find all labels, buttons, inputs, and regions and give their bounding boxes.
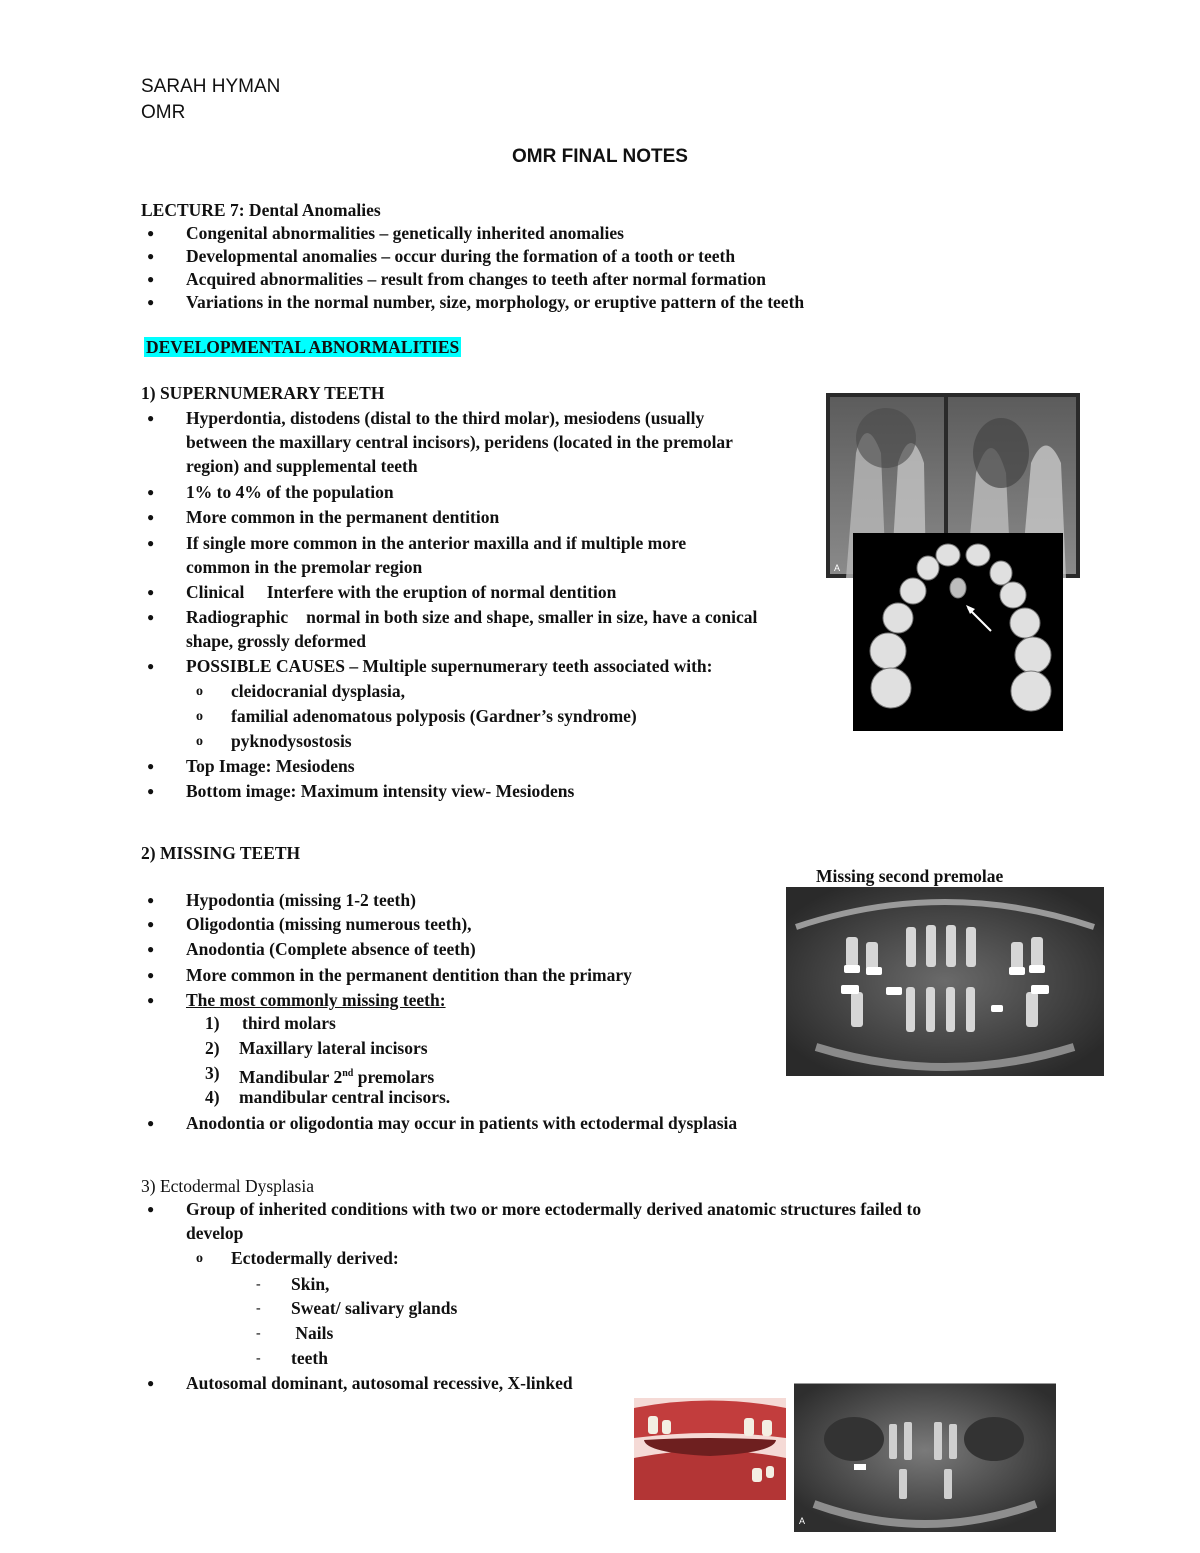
sub-sub-item: Nails <box>291 1323 334 1343</box>
bullet: ● <box>147 295 155 309</box>
panoramic-figure-label: A <box>799 1516 806 1526</box>
list-item: Hyperdontia, distodens (distal to the third molar), mesiodens (usually <box>186 408 705 428</box>
bullet: ● <box>147 784 155 798</box>
sub-list-item: pyknodysostosis <box>231 731 352 751</box>
bullet: ● <box>147 1376 155 1390</box>
causes-rest: – Multiple supernumerary teeth associated with: <box>345 656 713 676</box>
section-heading <box>144 336 461 359</box>
list-item: Autosomal dominant, autosomal recessive, X-linked <box>186 1373 573 1393</box>
list-item: Variations in the normal number, size, morphology, or eruptive pattern of the teeth <box>186 292 805 312</box>
sub-sub-item: Sweat/ salivary glands <box>291 1298 458 1318</box>
course-name: OMR <box>141 102 186 123</box>
max-intensity-view-image <box>853 533 1063 731</box>
sub-bullet: o <box>196 734 203 749</box>
sub-bullet: o <box>196 709 203 724</box>
list-item: Anodontia or oligodontia may occur in patients with ectodermal dysplasia <box>186 1113 738 1133</box>
sub-list-item: familial adenomatous polyposis (Gardner’s syndrome) <box>231 706 637 726</box>
bullet: ● <box>147 585 155 599</box>
sub-bullet: o <box>196 684 203 699</box>
bullet: ● <box>147 249 155 263</box>
numbered-item-rest: premolars <box>353 1066 435 1087</box>
numbered-item: mandibular central incisors. <box>239 1087 451 1107</box>
number: 2) <box>205 1038 220 1058</box>
sub-list-item: cleidocranial dysplasia, <box>231 681 406 701</box>
list-item: Acquired abnormalities – result from changes to teeth after normal formation <box>186 269 767 289</box>
list-item: Radiographic normal in both size and shape, smaller in size, have a conical <box>186 607 744 627</box>
superscript: nd <box>342 1068 354 1079</box>
bullet: ● <box>147 226 155 240</box>
list-item: Developmental anomalies – occur during the formation of a tooth or teeth <box>186 246 736 266</box>
causes-label: POSSIBLE CAUSES <box>186 656 346 676</box>
dash-bullet: - <box>256 1301 261 1316</box>
number: 4) <box>205 1087 220 1107</box>
list-item-cont: shape, grossly deformed <box>186 631 367 651</box>
supernumerary-heading: 1) SUPERNUMERARY TEETH <box>141 383 385 403</box>
list-item-underlined: The most commonly missing teeth: <box>186 990 446 1010</box>
bullet: ● <box>147 993 155 1007</box>
bullet: ● <box>147 1116 155 1130</box>
lecture-heading: LECTURE 7: Dental Anomalies <box>141 200 381 220</box>
list-item: Top Image: Mesiodens <box>186 756 355 776</box>
list-item: Bottom image: Maximum intensity view- Mesiodens <box>186 781 575 801</box>
list-item: Oligodontia (missing numerous teeth), <box>186 914 472 934</box>
list-item-cont: region) and supplemental teeth <box>186 456 418 476</box>
bullet: ● <box>147 272 155 286</box>
sub-bullet: o <box>196 1251 203 1266</box>
list-item: More common in the permanent dentition <box>186 507 500 527</box>
numbered-item: Maxillary lateral incisors <box>239 1038 428 1058</box>
bullet: ● <box>147 411 155 425</box>
ectodermal-panoramic-image <box>794 1383 1056 1532</box>
list-item: Hypodontia (missing 1-2 teeth) <box>186 890 416 910</box>
list-item <box>186 655 713 678</box>
bullet: ● <box>147 968 155 982</box>
section-heading-text: DEVELOPMENTAL ABNORMALITIES <box>146 337 460 357</box>
sub-list-item: Ectodermally derived: <box>231 1248 399 1268</box>
list-item-cont: common in the premolar region <box>186 557 423 577</box>
list-item: 1% to 4% of the population <box>186 482 394 502</box>
bullet: ● <box>147 485 155 499</box>
figure-caption: Missing second premolae <box>816 866 1004 886</box>
numbered-item <box>239 1062 434 1089</box>
author-name: SARAH HYMAN <box>141 76 281 97</box>
bullet: ● <box>147 1202 155 1216</box>
bullet: ● <box>147 536 155 550</box>
list-item: Congenital abnormalities – genetically inherited anomalies <box>186 223 624 243</box>
number: 1) <box>205 1013 220 1033</box>
xray-figure-label: A <box>834 563 841 573</box>
bullet: ● <box>147 893 155 907</box>
numbered-item: third molars <box>242 1013 336 1033</box>
dash-bullet: - <box>256 1326 261 1341</box>
list-item-cont: between the maxillary central incisors), peridens (located in the premolar <box>186 432 733 452</box>
bullet: ● <box>147 942 155 956</box>
list-item: Group of inherited conditions with two or more ectodermally derived anatomic structures failed to <box>186 1199 922 1219</box>
list-item: Anodontia (Complete absence of teeth) <box>186 939 476 959</box>
bullet: ● <box>147 610 155 624</box>
bullet: ● <box>147 759 155 773</box>
sub-sub-item: teeth <box>291 1348 328 1368</box>
dash-bullet: - <box>256 1351 261 1366</box>
list-item: More common in the permanent dentition than the primary <box>186 965 632 985</box>
bullet: ● <box>147 510 155 524</box>
bullet: ● <box>147 917 155 931</box>
clinical-photo-image <box>634 1398 786 1500</box>
number: 3) <box>205 1063 220 1083</box>
list-item: If single more common in the anterior maxilla and if multiple more <box>186 533 687 553</box>
bullet: ● <box>147 659 155 673</box>
list-item: Clinical Interfere with the eruption of normal dentition <box>186 582 599 602</box>
numbered-item-text: Mandibular 2 <box>239 1066 343 1087</box>
page-title: OMR FINAL NOTES <box>512 146 688 167</box>
list-item-cont: develop <box>186 1223 244 1243</box>
dash-bullet: - <box>256 1277 261 1292</box>
ectodermal-heading: 3) Ectodermal Dysplasia <box>141 1176 315 1196</box>
panoramic-xray-image <box>786 887 1104 1076</box>
missing-heading: 2) MISSING TEETH <box>141 843 301 863</box>
sub-sub-item: Skin, <box>291 1274 330 1294</box>
